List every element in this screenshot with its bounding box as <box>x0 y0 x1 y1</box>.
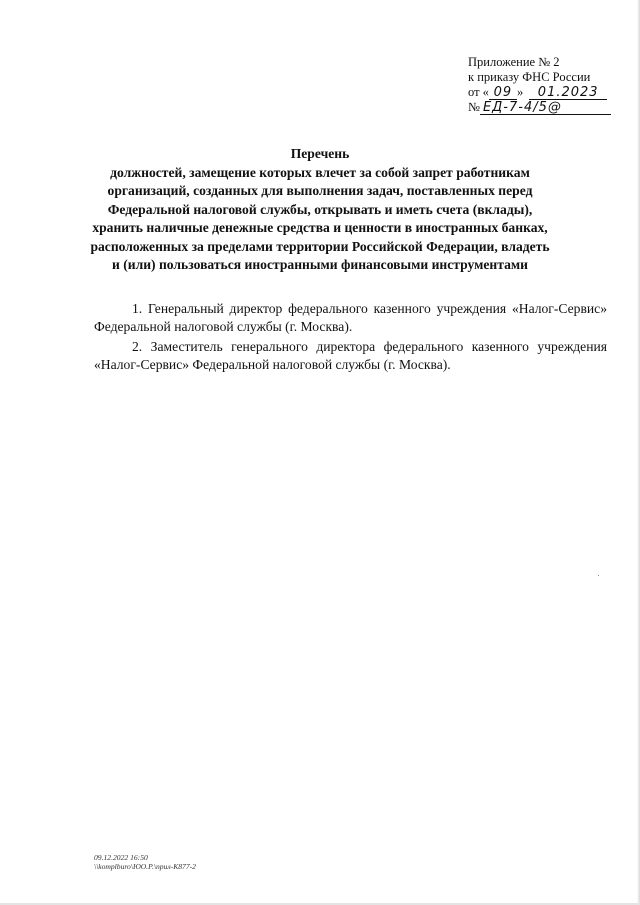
footer-timestamp: 09.12.2022 16:50 <box>94 853 148 862</box>
date-prefix: от « <box>468 85 489 99</box>
title-subtitle-line: расположенных за пределами территории Российской Федерации, владеть <box>90 238 550 254</box>
position-item-2: 2. Заместитель генерального директора федерального казенного учреждения «Налог-Сервис» Федеральной налоговой службы (г. Москва). <box>94 339 607 372</box>
title-subtitle-line: хранить наличные денежные средства и ценности в иностранных банках, <box>92 220 548 235</box>
number-prefix: № <box>468 100 480 114</box>
scan-speck <box>598 575 599 576</box>
title-subtitle-line: организаций, созданных для выполнения задач, поставленных перед <box>107 183 533 198</box>
title-subtitle-line: должностей, замещение которых влечет за собой запрет работникам <box>110 164 530 180</box>
footer-file-path: \\komplburo\ЮО.Р.\прил-К877-2 <box>94 862 196 871</box>
title-subtitle-line: Федеральной налоговой службы, открывать и иметь счета (вклады), <box>107 201 533 217</box>
title-heading: Перечень <box>290 146 350 161</box>
document-title <box>90 145 550 275</box>
document-footer <box>94 853 196 871</box>
appendix-stamp <box>468 55 628 115</box>
handwritten-date-rest: 01.2023 <box>529 86 607 100</box>
date-quote-close: » <box>516 85 524 99</box>
handwritten-order-number: ЕД-7-4/5@ <box>480 101 611 115</box>
appendix-date-line <box>468 85 628 100</box>
appendix-number-line <box>468 100 628 115</box>
positions-list <box>94 300 607 376</box>
position-item-1: 1. Генеральный директор федерального казенного учреждения «Налог-Сервис» Федеральной налоговой службы (г. Москва). <box>94 301 607 334</box>
appendix-title: Приложение № 2 <box>468 55 560 69</box>
handwritten-date-day: 09 <box>489 86 517 100</box>
title-subtitle-line: и (или) пользоваться иностранными финансовыми инструментами <box>111 257 529 272</box>
appendix-order-ref: к приказу ФНС России <box>468 70 591 84</box>
